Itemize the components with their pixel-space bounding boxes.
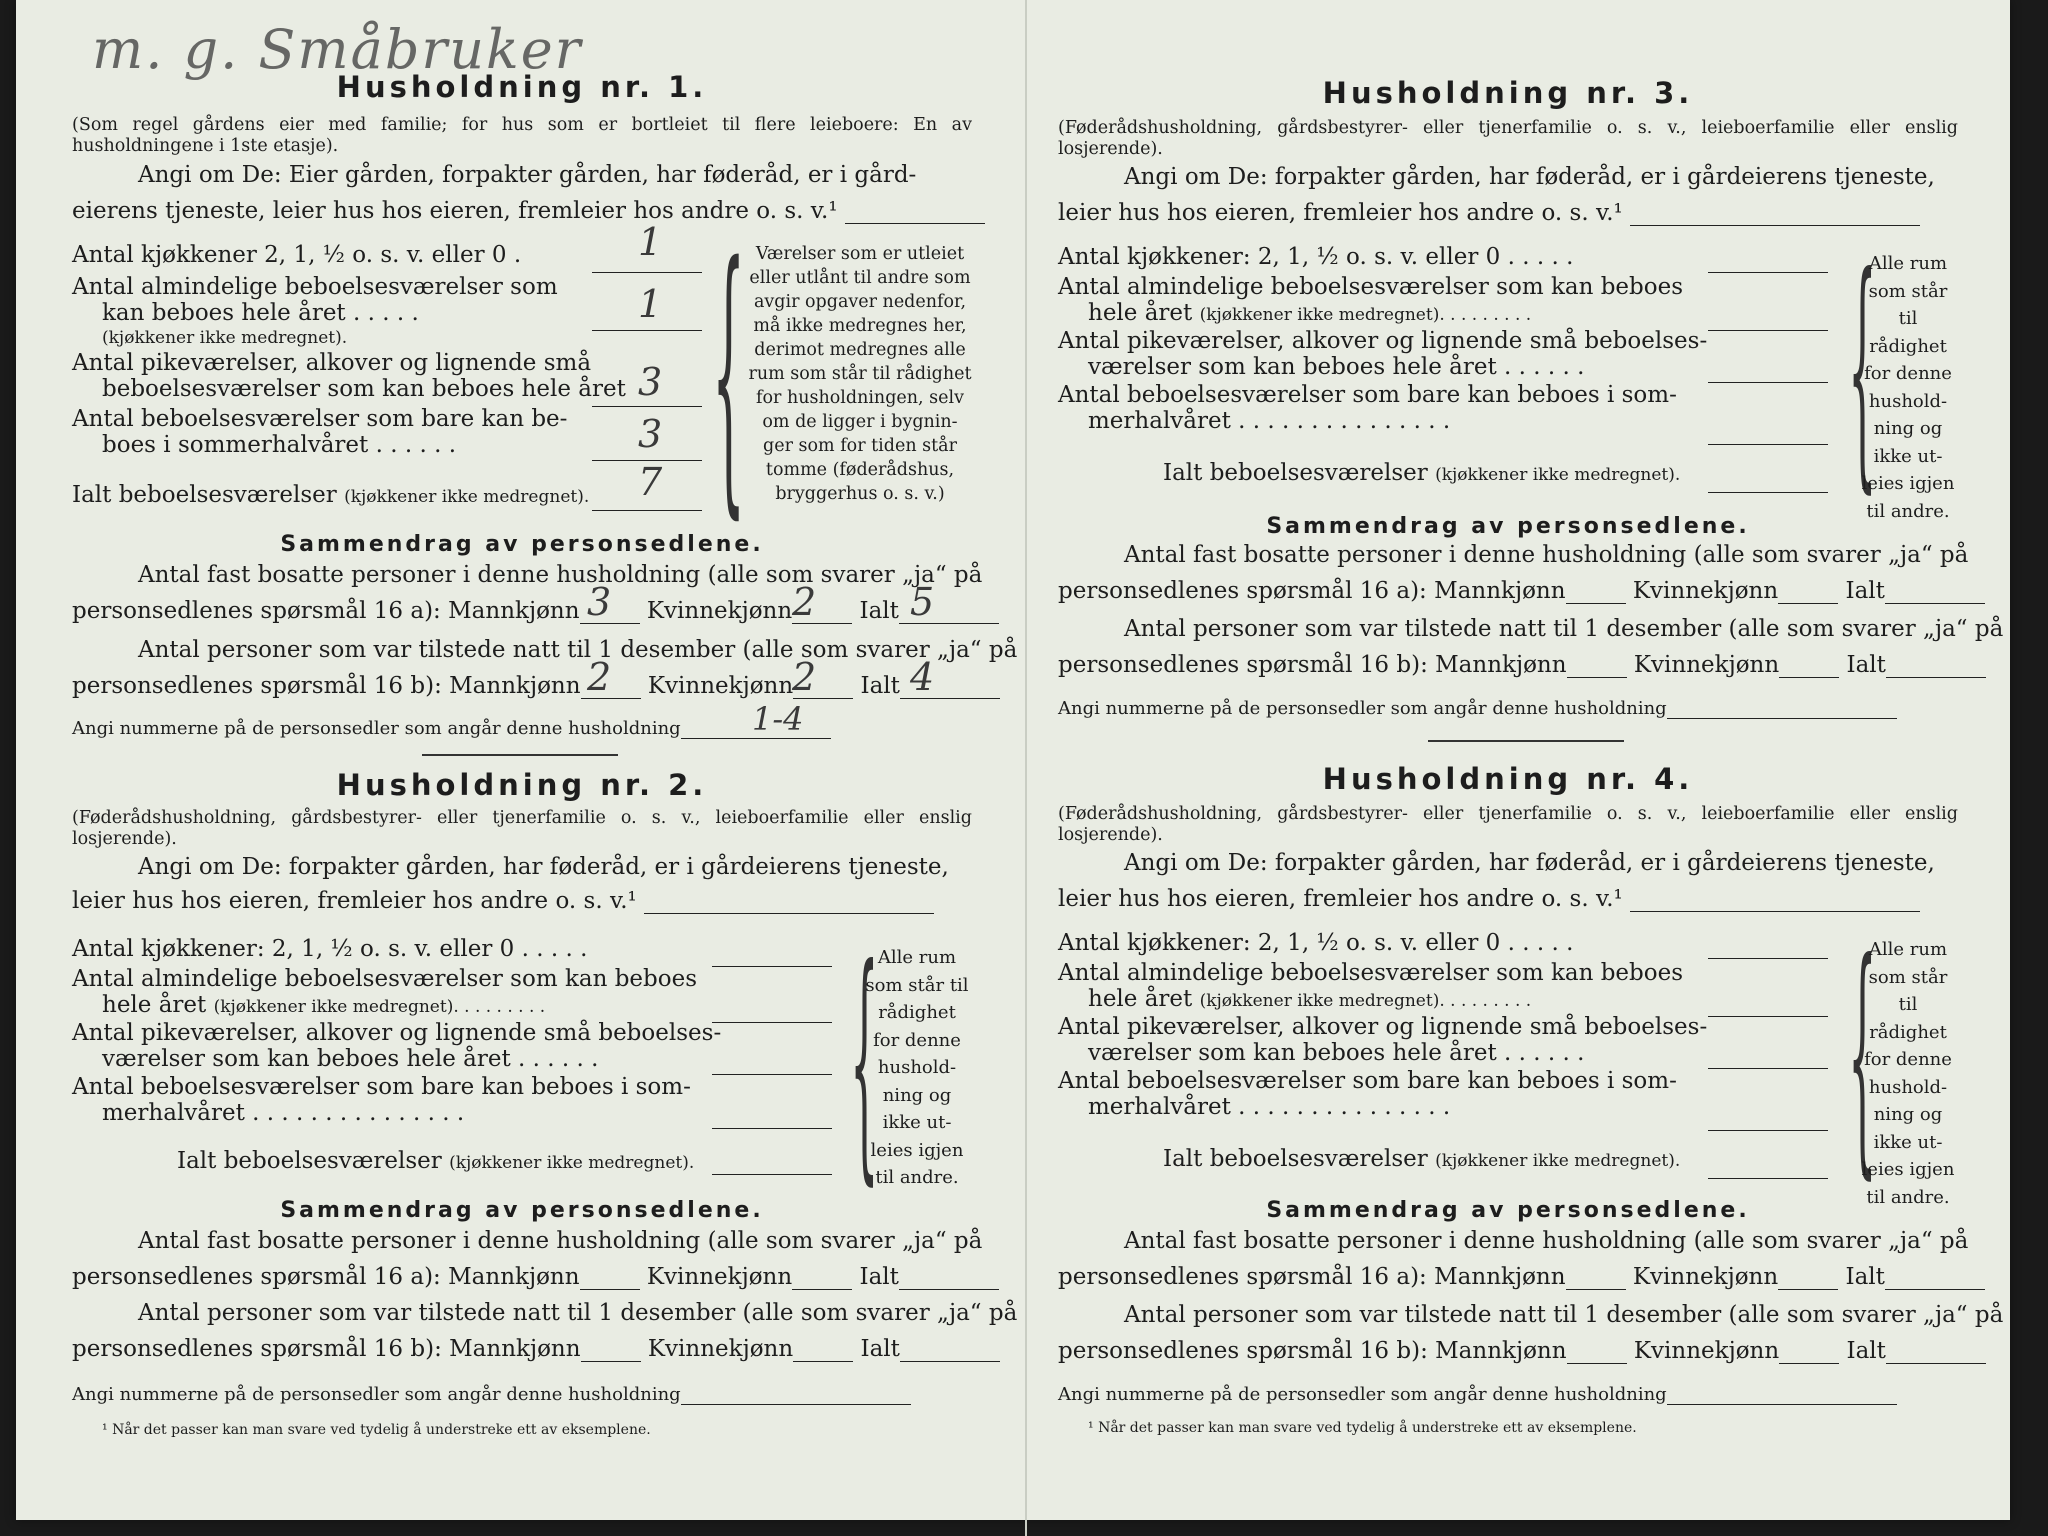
total-rooms-row: Ialt beboelsesværelser (kjøkkener ikke medregnet). xyxy=(1163,1146,1681,1172)
summary-line-4: personsedlenes spørsmål 16 b): Mannkjønn Kvinnekjønn Ialt xyxy=(72,673,972,699)
summary-line-3: Antal personer som var tilstede natt til 1 desember (alle som svarer „ja“ på xyxy=(138,637,1018,663)
numbers-line: Angi nummerne på de personsedler som angår denne husholdning xyxy=(1058,698,1958,719)
summer-rooms-answer-line xyxy=(712,1128,832,1129)
ordinary-rooms-row: Antal almindelige beboelsesværelser som xyxy=(72,274,558,300)
summary-line-2: personsedlenes spørsmål 16 a): Mannkjønn Kvinnekjønn Ialt xyxy=(1058,1264,1958,1290)
summer-rooms-value: 3 xyxy=(638,412,663,456)
maid-rooms-row: Antal pikeværelser, alkover og lignende små xyxy=(72,350,592,376)
kitchens-row: Antal kjøkkener 2, 1, ½ o. s. v. eller 0 . xyxy=(72,242,522,268)
summary-line-3: Antal personer som var tilstede natt til 1 desember (alle som svarer „ja“ på xyxy=(1124,1302,2004,1328)
ordinary-rooms-note: (kjøkkener ikke medregnet). xyxy=(102,328,348,348)
summer-rooms-row-cont: boes i sommerhalvåret . . . . . . xyxy=(102,432,457,458)
summary-line-4: personsedlenes spørsmål 16 b): Mannkjønn Kvinnekjønn Ialt xyxy=(1058,652,1958,678)
summary-line-4: personsedlenes spørsmål 16 b): Mannkjønn Kvinnekjønn Ialt xyxy=(72,1336,972,1362)
summary-title: Sammendrag av personsedlene. xyxy=(280,1198,764,1223)
ordinary-rooms-row: Antal almindelige beboelsesværelser som kan beboes xyxy=(72,966,698,992)
summary-line-4: personsedlenes spørsmål 16 b): Mannkjønn Kvinnekjønn Ialt xyxy=(1058,1338,1958,1364)
ordinary-rooms-row-cont: hele året (kjøkkener ikke medregnet). . . . . . . . . xyxy=(1088,986,1532,1012)
census-form-sheet xyxy=(16,0,2010,1520)
angi-line-2: leier hus hos eieren, fremleier hos andre o. s. v.¹ xyxy=(72,888,972,914)
total-rooms-answer-line xyxy=(1708,1178,1828,1179)
summary-line-1: Antal fast bosatte personer i denne husholdning (alle som svarer „ja“ på xyxy=(1124,1228,1969,1254)
numbers-line: Angi nummerne på de personsedler som angår denne husholdning xyxy=(72,1384,972,1405)
summary-line-1: Antal fast bosatte personer i denne husholdning (alle som svarer „ja“ på xyxy=(138,562,983,588)
kitchens-row: Antal kjøkkener: 2, 1, ½ o. s. v. eller 0 . . . . . xyxy=(1058,244,1574,270)
household-3-side-note: Alle rum som står til rådighet for denne hushold- ning og ikke ut- leies igjen til andre. xyxy=(1861,253,1955,522)
present-male: 2 xyxy=(587,655,612,699)
household-2-note: (Føderådshusholdning, gårdsbestyrer- eller tjenerfamilie o. s. v., leieboerfamilie eller enslig losjerende). xyxy=(72,808,972,849)
total-rooms-answer-line xyxy=(592,510,702,511)
kitchens-row: Antal kjøkkener: 2, 1, ½ o. s. v. eller 0 . . . . . xyxy=(1058,930,1574,956)
brace: { xyxy=(850,915,879,1206)
maid-rooms-row: Antal pikeværelser, alkover og lignende små beboelses- xyxy=(1058,328,1708,354)
angi-line-2: eierens tjeneste, leier hus hos eieren, fremleier hos andre o. s. v.¹ xyxy=(72,198,972,224)
resident-male: 3 xyxy=(587,580,612,624)
maid-rooms-answer-line xyxy=(1708,1068,1828,1069)
household-3-title: Husholdning nr. 3. xyxy=(1322,76,1694,110)
total-rooms-answer-line xyxy=(1708,492,1828,493)
household-3-note: (Føderådshusholdning, gårdsbestyrer- eller tjenerfamilie o. s. v., leieboerfamilie eller enslig losjerende). xyxy=(1058,118,1958,159)
summary-line-1: Antal fast bosatte personer i denne husholdning (alle som svarer „ja“ på xyxy=(138,1228,983,1254)
total-rooms-value: 7 xyxy=(638,460,663,504)
angi-line-1: Angi om De: Eier gården, forpakter gården, har føderåd, er i gård- xyxy=(138,162,917,188)
ordinary-rooms-answer-line xyxy=(592,330,702,331)
summary-title: Sammendrag av personsedlene. xyxy=(1266,514,1750,539)
present-total: 4 xyxy=(910,655,935,699)
kitchens-answer-line xyxy=(1708,272,1828,273)
footnote: ¹ Når det passer kan man svare ved tydelig å understreke ett av eksemplene. xyxy=(1088,1420,1637,1436)
summary-line-3: Antal personer som var tilstede natt til 1 desember (alle som svarer „ja“ på xyxy=(138,1300,1018,1326)
household-4-note: (Føderådshusholdning, gårdsbestyrer- eller tjenerfamilie o. s. v., leieboerfamilie eller enslig losjerende). xyxy=(1058,804,1958,845)
summary-line-2: personsedlenes spørsmål 16 a): Mannkjønn Kvinnekjønn Ialt xyxy=(72,598,972,624)
summary-line-2: personsedlenes spørsmål 16 a): Mannkjønn Kvinnekjønn Ialt xyxy=(72,1264,972,1290)
total-rooms-row: Ialt beboelsesværelser (kjøkkener ikke medregnet). xyxy=(72,482,590,508)
numbers-line: Angi nummerne på de personsedler som angår denne husholdning xyxy=(72,718,972,739)
brace: { xyxy=(712,206,746,543)
summary-line-2: personsedlenes spørsmål 16 a): Mannkjønn Kvinnekjønn Ialt xyxy=(1058,578,1958,604)
maid-rooms-row-cont: værelser som kan beboes hele året . . . . . . xyxy=(102,1046,599,1072)
footnote: ¹ Når det passer kan man svare ved tydelig å understreke ett av eksemplene. xyxy=(102,1422,651,1438)
household-4-title: Husholdning nr. 4. xyxy=(1322,762,1694,796)
summer-rooms-row-cont: merhalvåret . . . . . . . . . . . . . . . xyxy=(1088,408,1451,434)
maid-rooms-row: Antal pikeværelser, alkover og lignende små beboelses- xyxy=(72,1020,722,1046)
kitchens-value: 1 xyxy=(638,220,663,264)
right-page xyxy=(1058,0,2004,1520)
kitchens-row: Antal kjøkkener: 2, 1, ½ o. s. v. eller 0 . . . . . xyxy=(72,936,588,962)
summer-rooms-row: Antal beboelsesværelser som bare kan beboes i som- xyxy=(72,1074,691,1100)
separator xyxy=(422,754,618,756)
kitchens-answer-line xyxy=(592,272,702,273)
resident-total: 5 xyxy=(910,580,935,624)
ordinary-rooms-row: Antal almindelige beboelsesværelser som kan beboes xyxy=(1058,960,1684,986)
household-2-side-note: Alle rum som står til rådighet for denne hushold- ning og ikke ut- leies igjen til andre. xyxy=(865,947,969,1188)
separator xyxy=(1428,740,1624,742)
maid-rooms-value: 3 xyxy=(638,360,663,404)
angi-line-1: Angi om De: forpakter gården, har føderåd, er i gårdeierens tjeneste, xyxy=(1124,850,1935,876)
household-1-note: (Som regel gårdens eier med familie; for hus som er bortleiet til flere leieboere: En av husholdningene i 1ste etasje). xyxy=(72,115,972,156)
summer-rooms-row-cont: merhalvåret . . . . . . . . . . . . . . . xyxy=(102,1100,465,1126)
kitchens-answer-line xyxy=(712,966,832,967)
summer-rooms-answer-line xyxy=(1708,444,1828,445)
angi-line-1: Angi om De: forpakter gården, har føderåd, er i gårdeierens tjeneste, xyxy=(1124,164,1935,190)
resident-female: 2 xyxy=(792,580,817,624)
ordinary-rooms-answer-line xyxy=(1708,1016,1828,1017)
summer-rooms-row-cont: merhalvåret . . . . . . . . . . . . . . . xyxy=(1088,1094,1451,1120)
maid-rooms-row-cont: værelser som kan beboes hele året . . . . . . xyxy=(1088,1040,1585,1066)
household-4-side-note: Alle rum som står til rådighet for denne hushold- ning og ikke ut- leies igjen til andre. xyxy=(1861,939,1955,1208)
summer-rooms-row: Antal beboelsesværelser som bare kan beboes i som- xyxy=(1058,1068,1677,1094)
brace: { xyxy=(1848,223,1877,514)
summer-rooms-row: Antal beboelsesværelser som bare kan be- xyxy=(72,406,568,432)
household-2-title: Husholdning nr. 2. xyxy=(336,768,708,802)
left-page xyxy=(72,0,1018,1520)
maid-rooms-answer-line xyxy=(712,1074,832,1075)
ordinary-rooms-value: 1 xyxy=(638,282,663,326)
ordinary-rooms-row-cont: hele året (kjøkkener ikke medregnet). . . . . . . . . xyxy=(1088,300,1532,326)
summer-rooms-answer-line xyxy=(1708,1130,1828,1131)
handwritten-note: m. g. Småbruker xyxy=(92,18,583,81)
ordinary-rooms-answer-line xyxy=(1708,330,1828,331)
ordinary-rooms-row-cont: hele året (kjøkkener ikke medregnet). . . . . . . . . xyxy=(102,992,546,1018)
maid-rooms-answer-line xyxy=(592,406,702,407)
angi-line-2: leier hus hos eieren, fremleier hos andre o. s. v.¹ xyxy=(1058,886,1958,912)
numbers-line: Angi nummerne på de personsedler som angår denne husholdning xyxy=(1058,1384,1958,1405)
summary-title: Sammendrag av personsedlene. xyxy=(1266,1198,1750,1223)
maid-rooms-row: Antal pikeværelser, alkover og lignende små beboelses- xyxy=(1058,1014,1708,1040)
present-female: 2 xyxy=(792,655,817,699)
angi-line-1: Angi om De: forpakter gården, har føderåd, er i gårdeierens tjeneste, xyxy=(138,854,949,880)
summary-line-3: Antal personer som var tilstede natt til 1 desember (alle som svarer „ja“ på xyxy=(1124,616,2004,642)
summary-title: Sammendrag av personsedlene. xyxy=(280,532,764,557)
maid-rooms-row-cont: værelser som kan beboes hele året . . . . . . xyxy=(1088,354,1585,380)
numbers-value: 1-4 xyxy=(752,700,804,738)
total-rooms-row: Ialt beboelsesværelser (kjøkkener ikke medregnet). xyxy=(177,1148,695,1174)
total-rooms-row: Ialt beboelsesværelser (kjøkkener ikke medregnet). xyxy=(1163,460,1681,486)
maid-rooms-row-cont: beboelsesværelser som kan beboes hele året xyxy=(102,376,626,402)
summer-rooms-row: Antal beboelsesværelser som bare kan beboes i som- xyxy=(1058,382,1677,408)
household-1-title: Husholdning nr. 1. xyxy=(336,70,708,104)
ordinary-rooms-row: Antal almindelige beboelsesværelser som kan beboes xyxy=(1058,274,1684,300)
ordinary-rooms-row-cont: kan beboes hele året . . . . . xyxy=(102,300,419,326)
total-rooms-answer-line xyxy=(712,1174,832,1175)
ordinary-rooms-answer-line xyxy=(712,1022,832,1023)
page-fold xyxy=(1025,0,1027,1536)
kitchens-answer-line xyxy=(1708,958,1828,959)
brace: { xyxy=(1848,909,1877,1200)
summary-line-1: Antal fast bosatte personer i denne husholdning (alle som svarer „ja“ på xyxy=(1124,542,1969,568)
maid-rooms-answer-line xyxy=(1708,382,1828,383)
angi-line-2: leier hus hos eieren, fremleier hos andre o. s. v.¹ xyxy=(1058,200,1958,226)
household-1-side-note: Værelser som er utleiet eller utlånt til andre som avgir opgaver nedenfor, må ikke medregnes her, derimot medregnes alle rum som står til rådighet for husholdningen, selv om de ligger i bygnin- ger som for tiden står tomme (føderådshus, bryggerhus o. s. v.) xyxy=(748,244,972,504)
